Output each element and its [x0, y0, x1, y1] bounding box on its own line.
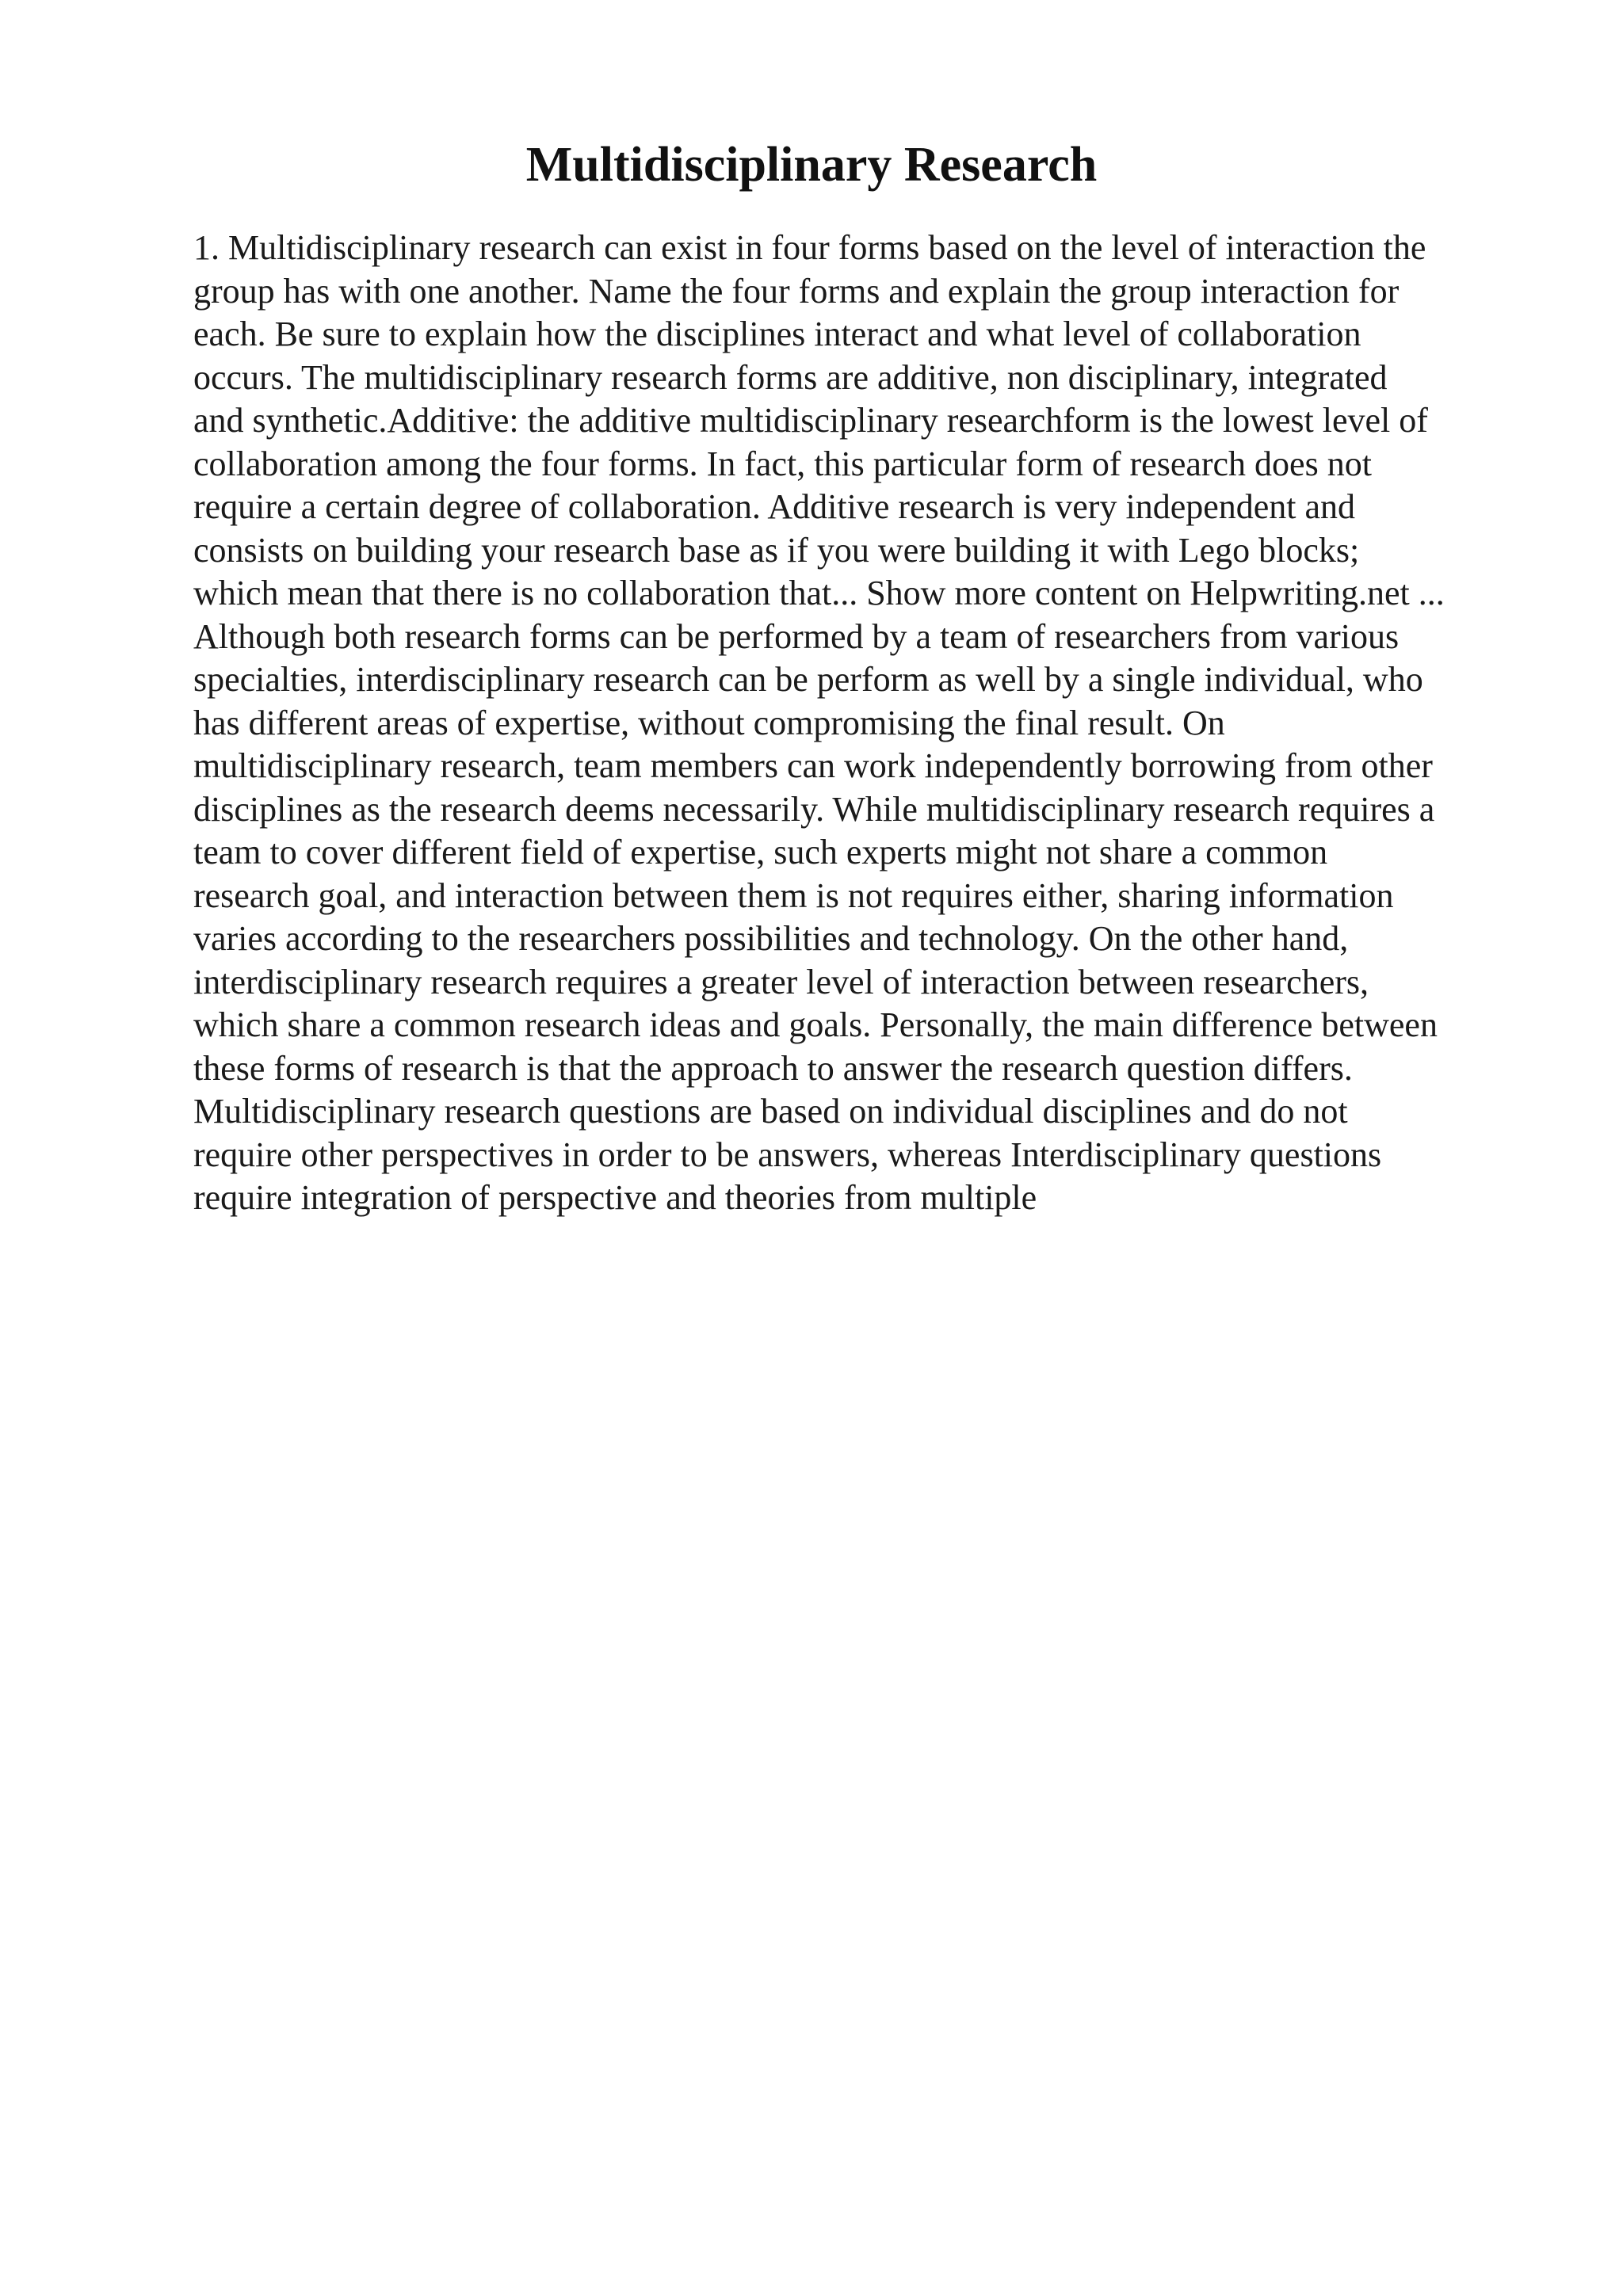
document-body — [193, 227, 1541, 1220]
body-line: consists on building your research base as if you were building it with Lego blocks; — [193, 530, 1360, 570]
body-line: varies according to the researchers possibilities and technology. On the other hand, — [193, 919, 1349, 958]
body-line: interdisciplinary research requires a greater level of interaction between researchers, — [193, 962, 1369, 1001]
body-line: which share a common research ideas and goals. Personally, the main difference between — [193, 1005, 1438, 1044]
body-line: require other perspectives in order to be answers, whereas Interdisciplinary questions — [193, 1135, 1382, 1174]
body-line: and synthetic.Additive: the additive multidisciplinary researchform is the lowest level of — [193, 401, 1428, 440]
body-line: occurs. The multidisciplinary research forms are additive, non disciplinary, integrated — [193, 357, 1388, 397]
body-line: require integration of perspective and theories from multiple — [193, 1178, 1037, 1217]
body-line: has different areas of expertise, without compromising the final result. On — [193, 703, 1225, 742]
body-line: Multidisciplinary research questions are based on individual disciplines and do not — [193, 1092, 1348, 1131]
body-line: 1. Multidisciplinary research can exist in four forms based on the level of interaction the — [193, 228, 1426, 267]
body-line: disciplines as the research deems necessarily. While multidisciplinary research requires a — [193, 789, 1435, 829]
body-line: research goal, and interaction between them is not requires either, sharing information — [193, 875, 1394, 915]
body-line: group has with one another. Name the four forms and explain the group interaction for — [193, 271, 1400, 311]
body-line: collaboration among the four forms. In fact, this particular form of research does not — [193, 444, 1372, 483]
body-line: each. Be sure to explain how the disciplines interact and what level of collaboration — [193, 315, 1361, 353]
body-line: require a certain degree of collaboration. Additive research is very independent and — [193, 487, 1356, 526]
body-line: Although both research forms can be performed by a team of researchers from various — [193, 616, 1400, 656]
body-line: team to cover different field of expertise, such experts might not share a common — [193, 833, 1328, 871]
body-line: multidisciplinary research, team members can work independently borrowing from other — [193, 746, 1433, 785]
body-line: these forms of research is that the approach to answer the research question differs. — [193, 1048, 1353, 1088]
body-line: which mean that there is no collaboration that... Show more content on Helpwriting.net ... — [193, 574, 1445, 612]
body-line: specialties, interdisciplinary research can be perform as well by a single individual, who — [193, 660, 1423, 699]
document-title: Multidisciplinary Research — [525, 138, 1098, 192]
